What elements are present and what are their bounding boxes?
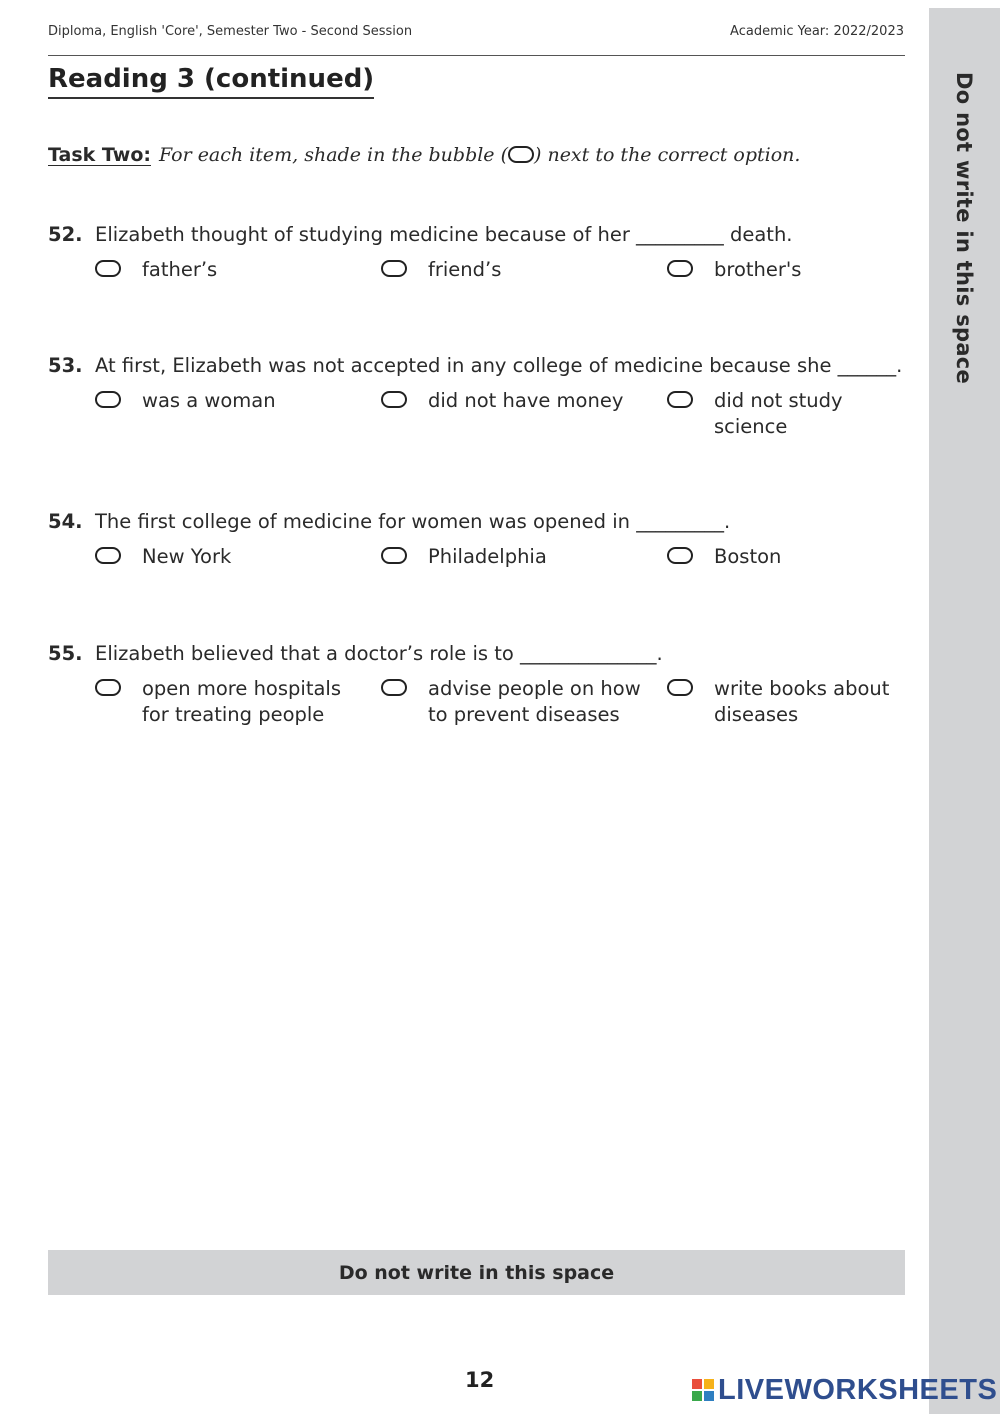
logo-block — [704, 1379, 714, 1389]
option-54-a[interactable] — [95, 544, 231, 570]
question-55 — [48, 642, 908, 726]
option-text: write books about diseases — [714, 677, 890, 726]
task-instruction-before: For each item, shade in the bubble ( — [158, 144, 508, 166]
option-text: father’s — [142, 258, 218, 281]
footer-note: Do not write in this space — [338, 1261, 615, 1284]
bubble-icon — [508, 146, 534, 163]
logo-block — [704, 1391, 714, 1401]
question-number: 55. — [48, 642, 83, 665]
option-text: was a woman — [142, 389, 276, 412]
question-text: Elizabeth believed that a doctor’s role is to ______________. — [95, 642, 663, 665]
header-course: Diploma, English 'Core', Semester Two - Second Session — [48, 24, 413, 39]
question-stem — [48, 642, 908, 665]
option-text: advise people on how to prevent diseases — [428, 677, 641, 726]
option-52-b[interactable] — [381, 257, 501, 283]
question-text: Elizabeth thought of studying medicine because of her _________ death. — [95, 223, 793, 246]
option-text: Philadelphia — [428, 545, 547, 568]
answer-bubble[interactable] — [381, 260, 407, 277]
logo-blocks-icon — [692, 1379, 714, 1401]
option-52-c[interactable] — [667, 257, 801, 283]
task-instructions — [48, 144, 800, 166]
side-note: Do not write in this space — [952, 72, 976, 385]
option-53-c[interactable] — [667, 388, 843, 440]
header-academic-year: Academic Year: 2022/2023 — [730, 24, 904, 39]
answer-bubble[interactable] — [95, 260, 121, 277]
answer-bubble[interactable] — [667, 391, 693, 408]
page-title: Reading 3 (continued) — [48, 64, 374, 99]
option-text: New York — [142, 545, 232, 568]
logo-block — [692, 1391, 702, 1401]
question-number: 52. — [48, 223, 83, 246]
task-instruction-after: ) next to the correct option. — [534, 144, 801, 166]
option-54-c[interactable] — [667, 544, 781, 570]
option-53-b[interactable] — [381, 388, 623, 414]
option-52-a[interactable] — [95, 257, 217, 283]
answer-bubble[interactable] — [381, 391, 407, 408]
logo-block — [692, 1379, 702, 1389]
option-text: brother's — [714, 258, 802, 281]
option-text: did not study science — [714, 389, 843, 438]
question-text: At first, Elizabeth was not accepted in any college of medicine because she ______. — [95, 354, 903, 377]
option-55-a[interactable] — [95, 676, 341, 728]
answer-bubble[interactable] — [95, 391, 121, 408]
option-text: did not have money — [428, 389, 624, 412]
task-instruction — [159, 144, 800, 166]
header-divider — [48, 55, 905, 56]
option-text: Boston — [714, 545, 782, 568]
answer-bubble[interactable] — [95, 679, 121, 696]
task-label: Task Two: — [48, 144, 151, 166]
answer-bubble[interactable] — [381, 547, 407, 564]
question-stem — [48, 510, 908, 533]
answer-bubble[interactable] — [667, 679, 693, 696]
answer-bubble[interactable] — [667, 547, 693, 564]
question-stem — [48, 354, 908, 377]
question-number: 54. — [48, 510, 83, 533]
option-55-b[interactable] — [381, 676, 641, 728]
page-number: 12 — [465, 1368, 495, 1392]
option-55-c[interactable] — [667, 676, 889, 728]
option-54-b[interactable] — [381, 544, 547, 570]
option-text: open more hospitals for treating people — [142, 677, 341, 726]
question-number: 53. — [48, 354, 83, 377]
answer-bubble[interactable] — [381, 679, 407, 696]
question-53 — [48, 354, 908, 438]
answer-bubble[interactable] — [95, 547, 121, 564]
question-54 — [48, 510, 908, 568]
question-52 — [48, 223, 908, 281]
answer-bubble[interactable] — [667, 260, 693, 277]
liveworksheets-logo[interactable] — [692, 1373, 997, 1407]
question-text: The first college of medicine for women was opened in _________. — [95, 510, 731, 533]
question-stem — [48, 223, 908, 246]
footer-note-bar — [48, 1250, 905, 1295]
logo-text: LIVEWORKSHEETS — [718, 1373, 998, 1406]
option-53-a[interactable] — [95, 388, 276, 414]
option-text: friend’s — [428, 258, 502, 281]
